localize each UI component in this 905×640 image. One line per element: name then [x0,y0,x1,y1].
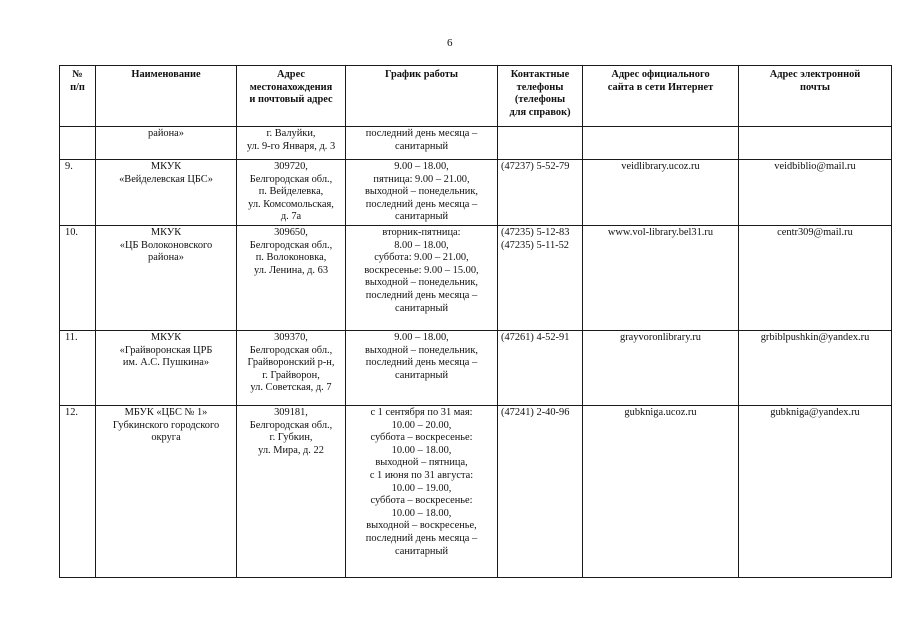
table-row [60,406,892,578]
header-name: Наименование [96,66,237,127]
libraries-table [59,65,892,578]
cell-number: 10. [60,226,96,331]
cell-website: gubkniga.ucoz.ru [583,406,739,578]
cell-address: г. Валуйки, ул. 9-го Января, д. 3 [237,127,346,160]
cell-schedule: 9.00 – 18.00, пятница: 9.00 – 21.00, выходной – понедельник, последний день месяца – санитарный [346,160,498,226]
table-header-row [60,66,892,127]
table-row [60,160,892,226]
cell-schedule: последний день месяца – санитарный [346,127,498,160]
page-number: 6 [447,37,453,49]
cell-name: МКУК «Грайворонская ЦРБ им. А.С. Пушкина» [96,331,237,406]
cell-email: centr309@mail.ru [739,226,892,331]
cell-phones: (47237) 5-52-79 [498,160,583,226]
table-row [60,127,892,160]
cell-email: gubkniga@yandex.ru [739,406,892,578]
cell-number: 9. [60,160,96,226]
cell-name: МБУК «ЦБС № 1» Губкинского городского округа [96,406,237,578]
cell-address: 309370, Белгородская обл., Грайворонский р-н, г. Грайворон, ул. Советская, д. 7 [237,331,346,406]
header-address: Адрес местонахождения и почтовый адрес [237,66,346,127]
cell-schedule: 9.00 – 18.00, выходной – понедельник, последний день месяца – санитарный [346,331,498,406]
cell-name: МКУК «Вейделевская ЦБС» [96,160,237,226]
cell-email: veidbiblio@mail.ru [739,160,892,226]
cell-website: grayvoronlibrary.ru [583,331,739,406]
cell-number: 11. [60,331,96,406]
header-phones: Контактные телефоны (телефоны для справок) [498,66,583,127]
cell-email: grbiblpushkin@yandex.ru [739,331,892,406]
cell-address: 309720, Белгородская обл., п. Вейделевка, ул. Комсомольская, д. 7а [237,160,346,226]
cell-number: 12. [60,406,96,578]
cell-number [60,127,96,160]
cell-phones [498,127,583,160]
cell-schedule: с 1 сентября по 31 мая: 10.00 – 20.00, суббота – воскресенье: 10.00 – 18.00, выходной – пятница, с 1 июня по 31 августа: 10.00 – 19.00, суббота – воскресенье: 10.00 – 18.00, выходной – воскресенье, последний день месяца – санитарный [346,406,498,578]
cell-address: 309650, Белгородская обл., п. Волоконовка, ул. Ленина, д. 63 [237,226,346,331]
header-number: № п/п [60,66,96,127]
cell-name: района» [96,127,237,160]
header-schedule: График работы [346,66,498,127]
cell-phones: (47241) 2-40-96 [498,406,583,578]
cell-phones: (47235) 5-12-83 (47235) 5-11-52 [498,226,583,331]
header-website: Адрес официального сайта в сети Интернет [583,66,739,127]
header-email: Адрес электронной почты [739,66,892,127]
cell-schedule: вторник-пятница: 8.00 – 18.00, суббота: 9.00 – 21.00, воскресенье: 9.00 – 15.00, выходной – понедельник, последний день месяца – санитарный [346,226,498,331]
cell-website: veidlibrary.ucoz.ru [583,160,739,226]
cell-name: МКУК «ЦБ Волоконовского района» [96,226,237,331]
cell-email [739,127,892,160]
table-row [60,331,892,406]
table-row [60,226,892,331]
cell-phones: (47261) 4-52-91 [498,331,583,406]
cell-address: 309181, Белгородская обл., г. Губкин, ул. Мира, д. 22 [237,406,346,578]
cell-website: www.vol-library.bel31.ru [583,226,739,331]
cell-website [583,127,739,160]
